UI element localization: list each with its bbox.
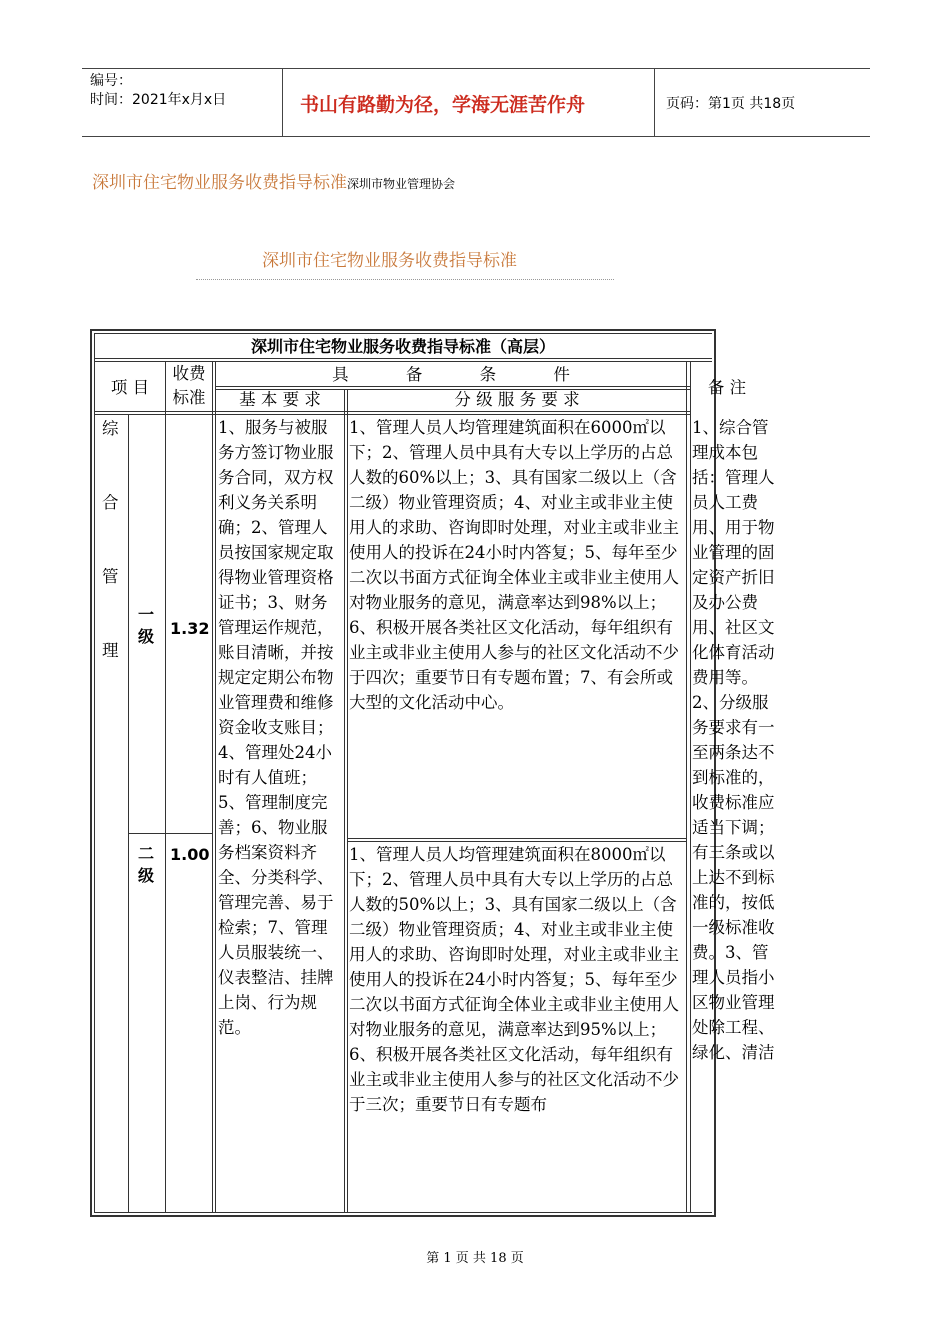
document-title [92, 168, 455, 193]
header-basic: 基 本 要 求 [239, 390, 321, 409]
table-rule [165, 361, 166, 1213]
level-2-label: 二级 [138, 844, 155, 885]
page-footer: 第 1 页 共 18 页 [426, 1251, 524, 1266]
header-meta [90, 72, 226, 110]
table-rule [212, 361, 213, 1213]
notes-column: 1、综合管理成本包括：管理人员人工费用、用于物业管理的固定资产折旧及办公费用、社区文化体育活动费用等。2、分级服务要求有一至两条达不到标准的，收费标准应适当下调；有三条或以上达不到标准的，按低一级标准收费。3、管理人员指小区物业管理处除工程、绿化、清洁 [692, 418, 775, 1062]
header-note: 备 注 [707, 378, 747, 397]
table-rule [347, 389, 348, 1213]
table-title: 深圳市住宅物业服务收费指导标准（高层） [250, 337, 555, 356]
number-label: 编号： [90, 73, 132, 89]
level-1-fee: 1.32 [170, 619, 210, 638]
category-char: 管 [102, 567, 119, 586]
category-char: 综 [102, 419, 119, 438]
center-title: 深圳市住宅物业服务收费指导标准 [262, 251, 517, 271]
table-rule [686, 361, 687, 1213]
time-label: 时间：2021年x月x日 [90, 92, 227, 108]
document-title-main: 深圳市住宅物业服务收费指导标准 [92, 173, 347, 193]
table-rule [128, 414, 129, 1213]
header-graded: 分 级 服 务 要 求 [454, 390, 580, 409]
table-inner-border [94, 333, 95, 1213]
header-item: 项 目 [110, 378, 150, 397]
category-char: 理 [102, 641, 119, 660]
header-motto: 书山有路勤为径，学海无涯苦作舟 [300, 94, 586, 116]
level-1-requirements: 1、管理人员人均管理建筑面积在6000㎡以下；2、管理人员中具有大专以上学历的占总人数的60%以上；3、具有国家二级以上（含二级）物业管理资质；4、对业主或非业主使用人的求助、咨询即时处理，对业主或非业主使用人的投诉在24小时内答复；5、每年至少二次以书面方式征询全体业主或非业主使用人对物业服务的意见，满意率达到98%以上；6、积极开展各类社区文化活动，每年组织有业主或非业主使用人参与的社区文化活动不少于四次；重要节日有专题布置；7、有会所或大型的文化活动中心。 [349, 418, 679, 712]
category-char: 合 [102, 493, 119, 512]
level-2-requirements: 1、管理人员人均管理建筑面积在8000㎡以下；2、管理人员中具有大专以上学历的占总人数的50%以上；3、具有国家二级以上（含二级）物业管理资质；4、对业主或非业主使用人的求助、咨询即时处理，对业主或非业主使用人的投诉在24小时内答复；5、每年至少二次以书面方式征询全体业主或非业主使用人对物业服务的意见，满意率达到95%以上；6、积极开展各类社区文化活动，每年组织有业主或非业主使用人参与的社区文化活动不少于三次；重要节日有专题布 [349, 845, 679, 1114]
header-divider [654, 68, 655, 136]
header-top-rule [82, 68, 870, 69]
level-1-label: 一级 [138, 605, 155, 646]
header-conditions: 具 备 条 件 [332, 365, 570, 384]
table-rule [128, 833, 212, 834]
header-bottom-rule [82, 136, 870, 137]
level-2-fee: 1.00 [170, 845, 210, 864]
title-underline [196, 279, 614, 280]
header-divider [282, 68, 283, 136]
header-page-label: 页码：第1页 共18页 [666, 96, 796, 112]
document-title-org: 深圳市物业管理协会 [347, 177, 456, 191]
table-rule [215, 361, 216, 1213]
header-fee: 收费标准 [172, 364, 206, 407]
table-rule [690, 361, 691, 1213]
table-inner-border [94, 1212, 712, 1213]
table-rule [348, 838, 686, 839]
basic-requirements: 1、服务与被服务方签订物业服务合同，双方权利义务关系明确；2、管理人员按国家规定取得物业管理资格证书；3、财务管理运作规范，账目清晰，并按规定定期公布物业管理费和维修资金收支账目；4、管理处24小时有人值班；5、管理制度完善；6、物业服务档案资料齐全、分类科学、管理完善、易于检索；7、管理人员服装统一、仪表整洁、挂牌上岗、行为规范。 [218, 418, 334, 1037]
table-rule [344, 389, 345, 1213]
